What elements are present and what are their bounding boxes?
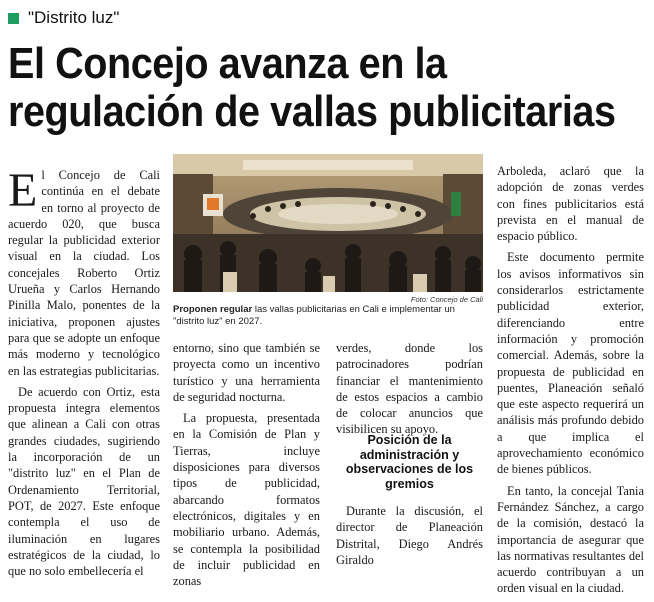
section-tag [8,8,119,28]
article-column-2 [173,340,320,594]
section-label: "Distrito luz" [28,8,120,27]
paragraph: Este documento permite los avisos informativos sin considerarlos estrictamente publicidad exterior, diferenciando entre información y promoción comercial. Además, sobre la propuesta de publicidad en puentes, Planeación señaló que este aspecto requerirá un análisis más profundo debido a que implica el aprovechamiento económico de bienes públicos. [497,250,644,477]
photo-caption [173,304,483,328]
article-column-3 [336,340,483,443]
article-column-3-continued [336,503,483,573]
caption-lead: Proponen regular [173,304,253,315]
article-column-1 [8,164,160,584]
paragraph: El Concejo de Cali continúa en el debate en torno al proyecto de acuerdo 020, que busca regular la publicidad exterior visual en la ciudad. Los concejales Roberto Ortiz Urueña y Carlos Hernando Pinilla Malo, ponentes de la iniciativa, proponen ajustes para que se adopte un enfoque más moderno y tecnológico en las estrategias publicitarias. [8,164,160,378]
paragraph: verdes, donde los patrocinadores podrían financiar el mantenimiento de estos espacios a cambio de colocar anuncios que visibilicen su apoyo. [336,341,483,437]
paragraph: La propuesta, presentada en la Comisión de Plan y Tierras, incluye disposiciones para diversos tipos de publicidad, abarcando formatos electrónicos, digitales y en mobiliario urbano. Además, se contempla la posibilidad de incluir publicidad en zonas [173,411,320,589]
photo-credit: Foto: Concejo de Cali [410,295,483,304]
paragraph: entorno, sino que también se proyecta como un incentivo turístico y una herramienta de seguridad nocturna. [173,341,320,404]
section-marker [8,13,19,24]
caption-text: las vallas publicitarias en Cali e implementar un "distrito luz" en 2027. [173,304,455,327]
paragraph: Durante la discusión, el director de Planeación Distrital, Diego Andrés Giraldo [336,504,483,567]
paragraph: Arboleda, aclaró que la adopción de zonas verdes con fines publicitarios está prevista en el manual de espacio público. [497,164,644,244]
headline: El Concejo avanza en la regulación de vallas publicitarias [8,39,616,136]
paragraph: En tanto, la concejal Tania Fernández Sánchez, a cargo de la comisión, destacó la importancia de asegurar que las normativas resultantes del acuerdo contribuyan a un orden visual en la ciudad. [497,483,644,596]
council-session-photo [173,154,483,292]
drop-cap: E [8,164,38,217]
paragraph: De acuerdo con Ortiz, esta propuesta integra elementos que alinean a Cali con otras grandes ciudades, sugiriendo la incorporación de un "distrito luz" en el Plan de Ordenamiento Territorial, POT, de 2027. Este enfoque contempla el uso de iluminación en lugares estratégicos de la ciudad, lo que no solo embellecería el [8,384,160,579]
subheading: Posición de la administración y observaciones de los gremios [345,433,474,491]
article-column-4 [497,163,644,602]
